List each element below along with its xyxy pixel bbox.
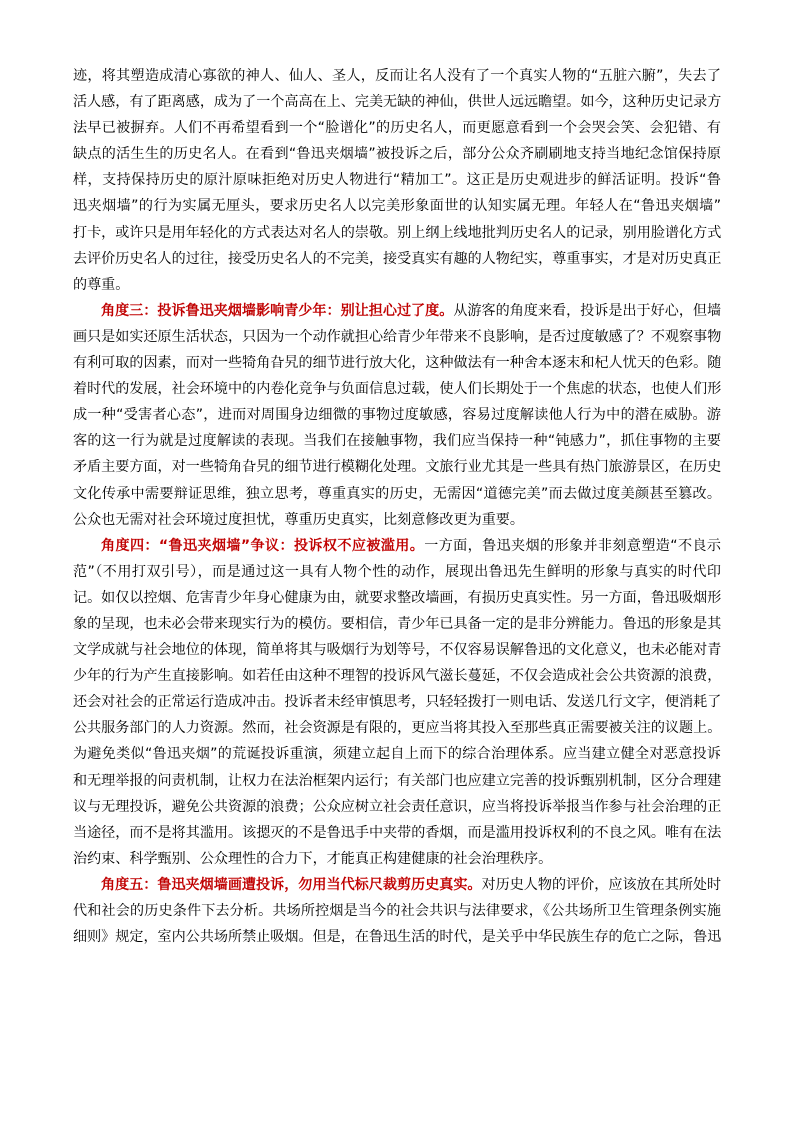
paragraph-continuation [73,63,721,298]
text-line: 文化传承中需要辩证思维，独立思考，尊重真实的历史，无需因“道德完美”而去做过度美颜甚至篡改。 [73,485,721,502]
text-line: 活人感，有了距离感，成为了一个高高在上、完美无缺的神仙，供世人远远瞻望。如今，这种历史记录方 [73,94,722,111]
text-run: 从游客的角度来看，投诉是出于好心，但墙 [453,302,722,319]
angle-heading: 角度五：鲁迅夹烟墙画遭投诉，勿用当代标尺裁剪历史真实。 [101,876,482,893]
text-line: 和无理举报的问责机制，让权力在法治框架内运行；有关部门也应建立完善的投诉甄别机制，区分合理建 [73,772,722,789]
text-line: 成一种“受害者心态”，进而对周围身边细微的事物过度敏感，容易过度解读他人行为中的潜在威胁。游 [73,407,721,424]
text-line: 有利可取的因素，而对一些犄角旮旯的细节进行放大化，这种做法有一种舍本逐末和杞人忧天的色彩。随 [73,355,722,372]
text-line: 治约束、科学甄别、公众理性的合力下，才能真正构建健康的社会治理秩序。 [73,850,553,867]
text-line: 象的呈现，也未必会带来现实行为的模仿。要相信，青少年已具备一定的是非分辨能力。鲁迅的形象是其 [73,615,722,632]
text-line: 客的这一行为就是过度解读的表现。当我们在接触事物，我们应当保持一种“钝感力”，抓住事物的主要 [73,433,721,450]
text-line: 打卡，或许只是用年轻化的方式表达对名人的崇敬。别上纲上线地批判历史名人的记录，别用脸谱化方式 [73,224,722,241]
angle-heading: 角度三：投诉鲁迅夹烟墙影响青少年：别让担心过了度。 [101,302,454,319]
text-line: 画只是如实还原生活状态，只因为一个动作就担心给青少年带来不良影响，是否过度敏感了？不观察事物 [73,328,722,345]
text-line: 还会对社会的正常运行造成冲击。投诉者未经审慎思考，只轻轻拨打一则电话、发送几行文字，便消耗了 [73,694,722,711]
text-line [73,298,721,324]
paragraph-angle-five [73,872,721,950]
text-line: 文学成就与社会地位的体现，简单将其与吸烟行为划等号，不仅容易误解鲁迅的文化意义，也未必能对青 [73,642,722,659]
text-line: 公众也无需对社会环境过度担忧，尊重历史真实，比刻意修改更为重要。 [73,511,524,528]
text-line: 记。如仅以控烟、危害青少年身心健康为由，就要求整改墙画，有损历史真实性。另一方面，鲁迅吸烟形 [73,589,722,606]
text-line: 矛盾主要方面，对一些犄角旮旯的细节进行模糊化处理。文旅行业尤其是一些具有热门旅游景区，在历史 [73,459,722,476]
text-line: 代和社会的历史条件下去分析。共场所控烟是当今的社会共识与法律要求，《公共场所卫生管理条例实施 [73,903,721,919]
text-run: 一方面，鲁迅夹烟的形象并非刻意塑造“不良示 [424,537,721,554]
text-line: 议与无理投诉，避免公共资源的浪费；公众应树立社会责任意识，应当将投诉举报当作参与社会治理的正 [73,798,722,815]
text-run: 对历史人物的评价，应该放在其所处时 [481,876,722,893]
text-line: 范”（不用打双引号），而是通过这一具有人物个性的动作，展现出鲁迅先生鲜明的形象与真实的时代印 [73,563,721,580]
text-line: 迹，将其塑造成清心寡欲的神人、仙人、圣人，反而让名人没有了一个真实人物的“五脏六腑”，失去了 [73,68,721,84]
text-line [73,872,721,898]
text-line: 迅夹烟墙”的行为实属无厘头，要求历史名人以完美形象面世的认知实属无理。年轻人在“鲁迅夹烟墙” [73,198,721,215]
text-line: 去评价历史名人的过往，接受历史名人的不完美，接受真实有趣的人物纪实，尊重事实，才是对历史真正 [73,250,722,267]
text-line: 的尊重。 [73,276,130,293]
text-line: 少年的行为产生直接影响。如若任由这种不理智的投诉风气滋长蔓延，不仅会造成社会公共资源的浪费， [73,668,722,685]
paragraph-angle-four [73,533,721,872]
text-line: 法早已被摒弃。人们不再希望看到一个“脸谱化”的历史名人，而更愿意看到一个会哭会笑、会犯错、有 [73,120,721,137]
text-line [73,533,721,559]
text-line: 缺点的活生生的历史名人。在看到“鲁迅夹烟墙”被投诉之后，部分公众齐刷刷地支持当地纪念馆保持原 [73,146,721,163]
document-page [73,63,721,950]
text-line: 当途径，而不是将其滥用。该摁灭的不是鲁迅手中夹带的香烟，而是滥用投诉权利的不良之风。唯有在法 [73,824,722,841]
text-line: 为避免类似“鲁迅夹烟”的荒诞投诉重演，须建立起自上而下的综合治理体系。应当建立健全对恶意投诉 [73,746,721,763]
angle-heading: 角度四：“鲁迅夹烟墙”争议：投诉权不应被滥用。 [101,537,425,554]
text-line: 样，支持保持历史的原汁原味拒绝对历史人物进行“精加工”。这正是历史观进步的鲜活证明。投诉“鲁 [73,172,721,189]
text-line: 公共服务部门的人力资源。然而，社会资源是有限的，更应当将其投入至那些真正需要被关注的议题上。 [73,720,722,737]
text-line: 细则》规定，室内公共场所禁止吸烟。但是，在鲁迅生活的时代，是关乎中华民族生存的危亡之际，鲁迅 [73,929,722,946]
text-line: 着时代的发展，社会环境中的内卷化竞争与负面信息过载，使人们长期处于一个焦虑的状态，也使人们形 [73,381,722,398]
paragraph-angle-three [73,298,721,533]
